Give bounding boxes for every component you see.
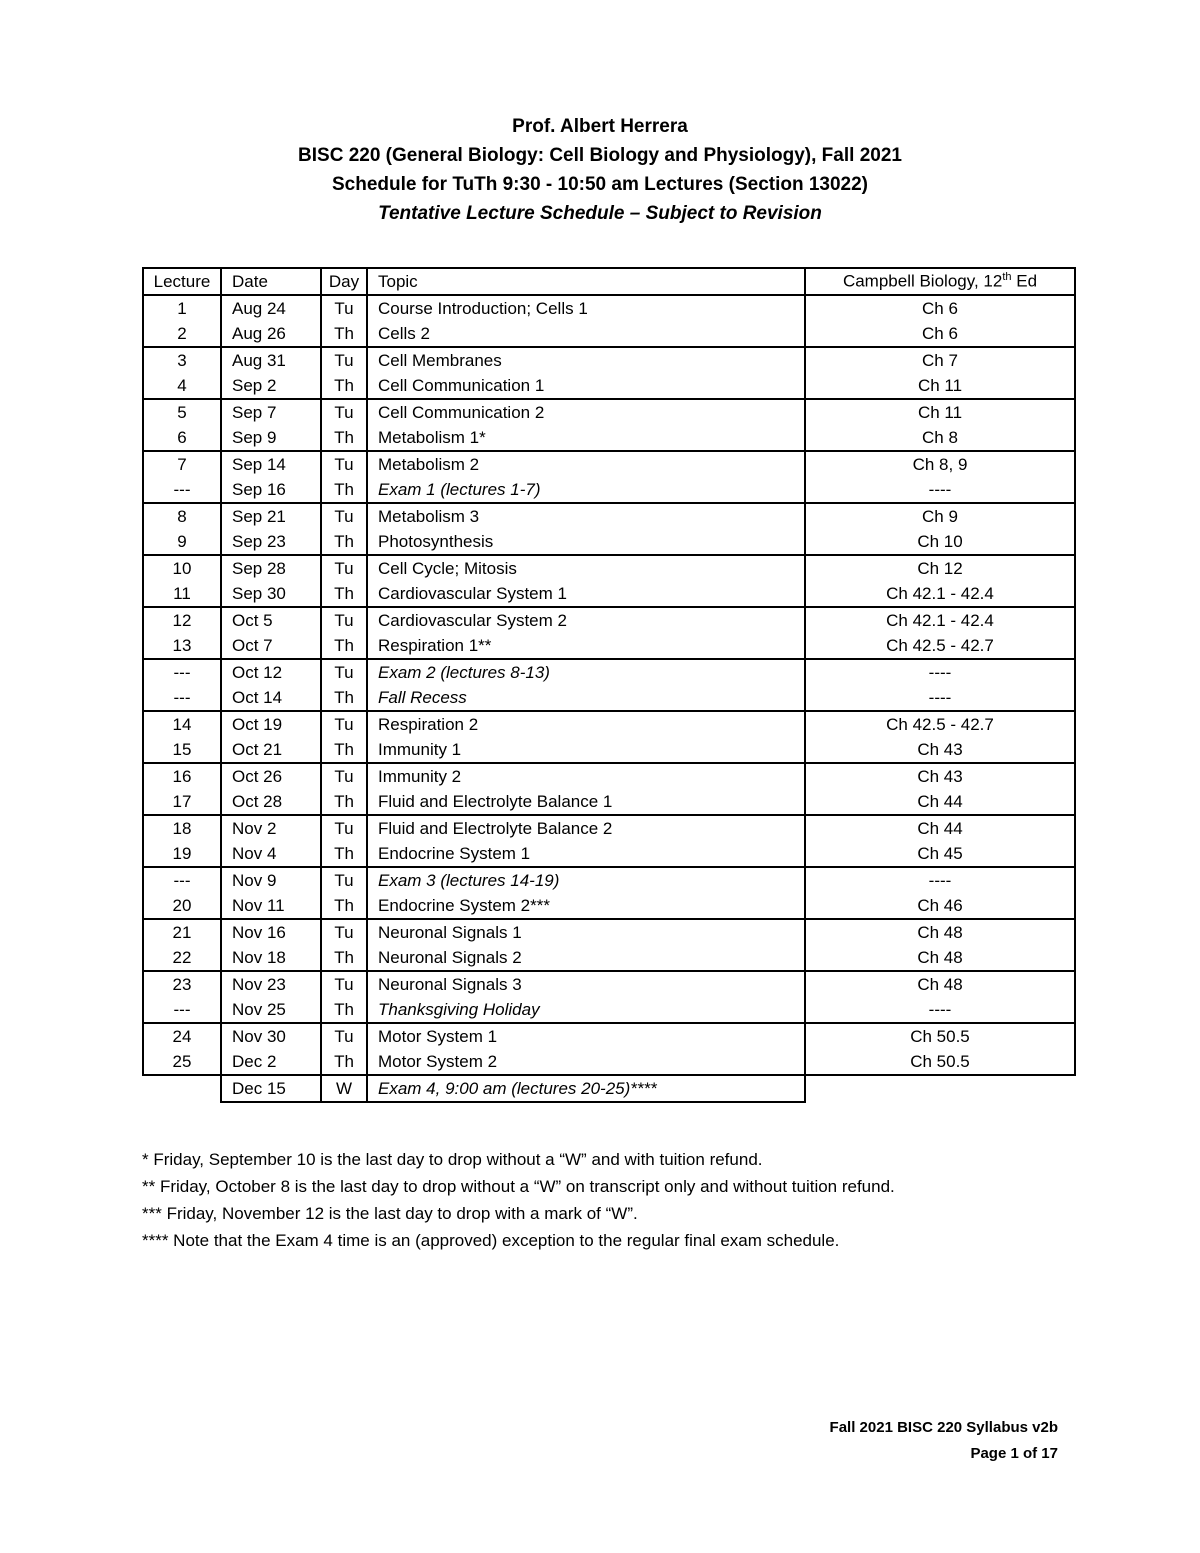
footnote: *** Friday, November 12 is the last day to drop with a mark of “W”.	[142, 1204, 638, 1223]
lecture-day: Tu	[321, 711, 367, 737]
reading-chapters: Ch 42.5 - 42.7	[805, 711, 1075, 737]
reading-chapters: ----	[805, 997, 1075, 1023]
reading-chapters: Ch 12	[805, 555, 1075, 581]
reading-chapters: Ch 50.5	[805, 1049, 1075, 1075]
lecture-day: Tu	[321, 1023, 367, 1049]
lecture-day: Th	[321, 425, 367, 451]
lecture-topic: Cell Communication 1	[367, 373, 805, 399]
table-row	[143, 841, 1075, 867]
reading-chapters: Ch 43	[805, 763, 1075, 789]
lecture-number: 11	[143, 581, 221, 607]
lecture-day: Tu	[321, 555, 367, 581]
lecture-topic: Thanksgiving Holiday	[367, 997, 805, 1023]
table-row	[143, 737, 1075, 763]
reading-chapters: Ch 8, 9	[805, 451, 1075, 477]
lecture-day: Th	[321, 321, 367, 347]
lecture-number: 19	[143, 841, 221, 867]
table-row	[143, 295, 1075, 321]
lecture-date: Nov 30	[221, 1023, 321, 1049]
lecture-topic: Cardiovascular System 1	[367, 581, 805, 607]
lecture-topic: Photosynthesis	[367, 529, 805, 555]
reading-chapters: ----	[805, 867, 1075, 893]
lecture-day: Tu	[321, 607, 367, 633]
lecture-day: Tu	[321, 919, 367, 945]
lecture-date: Oct 12	[221, 659, 321, 685]
table-row	[143, 815, 1075, 841]
table-row	[143, 399, 1075, 425]
lecture-day: W	[321, 1075, 367, 1102]
reading-chapters: Ch 11	[805, 373, 1075, 399]
footnotes	[142, 1146, 895, 1254]
table-row	[143, 997, 1075, 1023]
footnote: ** Friday, October 8 is the last day to drop without a “W” on transcript only and without tuition refund.	[142, 1177, 895, 1196]
lecture-schedule-table	[142, 267, 1076, 1103]
reading-chapters: Ch 6	[805, 295, 1075, 321]
lecture-day: Th	[321, 633, 367, 659]
reading-chapters: Ch 44	[805, 789, 1075, 815]
lecture-date: Oct 5	[221, 607, 321, 633]
lecture-number: ---	[143, 659, 221, 685]
table-row	[143, 373, 1075, 399]
lecture-number: 9	[143, 529, 221, 555]
lecture-topic: Course Introduction; Cells 1	[367, 295, 805, 321]
lecture-topic: Exam 3 (lectures 14-19)	[367, 867, 805, 893]
lecture-number: 7	[143, 451, 221, 477]
lecture-date: Nov 25	[221, 997, 321, 1023]
lecture-date: Nov 23	[221, 971, 321, 997]
table-row	[143, 607, 1075, 633]
lecture-number: 20	[143, 893, 221, 919]
table-row	[143, 945, 1075, 971]
reading-chapters: Ch 11	[805, 399, 1075, 425]
table-header-row	[143, 268, 1075, 295]
lecture-number: ---	[143, 867, 221, 893]
lecture-date: Sep 30	[221, 581, 321, 607]
page-number: Page 1 of 17	[970, 1445, 1058, 1462]
lecture-day: Tu	[321, 347, 367, 373]
reading-chapters: ----	[805, 685, 1075, 711]
lecture-date: Nov 11	[221, 893, 321, 919]
table-row	[143, 971, 1075, 997]
lecture-date: Oct 28	[221, 789, 321, 815]
lecture-day: Tu	[321, 971, 367, 997]
lecture-number: 13	[143, 633, 221, 659]
lecture-number: 24	[143, 1023, 221, 1049]
lecture-day: Tu	[321, 659, 367, 685]
reading-chapters: Ch 10	[805, 529, 1075, 555]
col-header-lecture: Lecture	[143, 268, 221, 295]
lecture-date: Sep 9	[221, 425, 321, 451]
reading-chapters: ----	[805, 659, 1075, 685]
lecture-day: Tu	[321, 503, 367, 529]
lecture-number: 23	[143, 971, 221, 997]
lecture-day: Tu	[321, 763, 367, 789]
lecture-topic: Metabolism 1*	[367, 425, 805, 451]
lecture-date: Nov 16	[221, 919, 321, 945]
lecture-date: Sep 23	[221, 529, 321, 555]
lecture-day: Tu	[321, 867, 367, 893]
empty-cell	[143, 1075, 221, 1102]
footnote: **** Note that the Exam 4 time is an (approved) exception to the regular final exam schedule.	[142, 1231, 840, 1250]
lecture-day: Tu	[321, 815, 367, 841]
lecture-date: Nov 4	[221, 841, 321, 867]
document-header	[0, 112, 1200, 228]
lecture-topic: Neuronal Signals 2	[367, 945, 805, 971]
lecture-day: Th	[321, 1049, 367, 1075]
table-row	[143, 1049, 1075, 1075]
reading-chapters: Ch 6	[805, 321, 1075, 347]
table-row	[143, 685, 1075, 711]
table-row	[143, 633, 1075, 659]
lecture-topic: Motor System 1	[367, 1023, 805, 1049]
lecture-day: Th	[321, 373, 367, 399]
final-exam-row	[143, 1075, 1075, 1102]
lecture-date: Sep 14	[221, 451, 321, 477]
lecture-number: ---	[143, 997, 221, 1023]
empty-cell	[805, 1075, 1075, 1102]
reading-chapters: Ch 42.1 - 42.4	[805, 581, 1075, 607]
lecture-topic: Cell Cycle; Mitosis	[367, 555, 805, 581]
table-row	[143, 555, 1075, 581]
lecture-number: 2	[143, 321, 221, 347]
lecture-date: Nov 18	[221, 945, 321, 971]
footnote: * Friday, September 10 is the last day to drop without a “W” and with tuition refund.	[142, 1150, 763, 1169]
table-row	[143, 893, 1075, 919]
page-footer	[830, 1415, 1058, 1467]
lecture-number: 1	[143, 295, 221, 321]
lecture-date: Aug 24	[221, 295, 321, 321]
table-row	[143, 763, 1075, 789]
lecture-number: 8	[143, 503, 221, 529]
table-row	[143, 425, 1075, 451]
lecture-topic: Cell Communication 2	[367, 399, 805, 425]
table-row	[143, 919, 1075, 945]
col-header-date: Date	[221, 268, 321, 295]
lecture-day: Th	[321, 581, 367, 607]
lecture-number: 6	[143, 425, 221, 451]
lecture-date: Nov 2	[221, 815, 321, 841]
table-row	[143, 659, 1075, 685]
lecture-topic: Neuronal Signals 1	[367, 919, 805, 945]
lecture-day: Th	[321, 997, 367, 1023]
lecture-number: 14	[143, 711, 221, 737]
lecture-number: 15	[143, 737, 221, 763]
lecture-day: Th	[321, 529, 367, 555]
lecture-topic: Exam 4, 9:00 am (lectures 20-25)****	[367, 1075, 805, 1102]
syllabus-version: Fall 2021 BISC 220 Syllabus v2b	[829, 1419, 1058, 1436]
lecture-day: Th	[321, 841, 367, 867]
lecture-date: Sep 7	[221, 399, 321, 425]
reading-chapters: Ch 48	[805, 919, 1075, 945]
reading-chapters: Ch 43	[805, 737, 1075, 763]
reading-chapters: Ch 45	[805, 841, 1075, 867]
lecture-date: Oct 14	[221, 685, 321, 711]
lecture-topic: Cell Membranes	[367, 347, 805, 373]
lecture-day: Tu	[321, 399, 367, 425]
lecture-date: Oct 21	[221, 737, 321, 763]
table-row	[143, 477, 1075, 503]
lecture-date: Aug 31	[221, 347, 321, 373]
reading-chapters: Ch 48	[805, 945, 1075, 971]
schedule-subtitle: Tentative Lecture Schedule – Subject to Revision	[378, 203, 822, 224]
lecture-date: Oct 7	[221, 633, 321, 659]
lecture-topic: Endocrine System 1	[367, 841, 805, 867]
lecture-topic: Neuronal Signals 3	[367, 971, 805, 997]
lecture-number: 17	[143, 789, 221, 815]
lecture-day: Tu	[321, 451, 367, 477]
lecture-topic: Metabolism 3	[367, 503, 805, 529]
lecture-day: Th	[321, 477, 367, 503]
lecture-date: Sep 16	[221, 477, 321, 503]
table-row	[143, 711, 1075, 737]
lecture-topic: Cells 2	[367, 321, 805, 347]
lecture-topic: Immunity 2	[367, 763, 805, 789]
table-row	[143, 503, 1075, 529]
lecture-topic: Motor System 2	[367, 1049, 805, 1075]
lecture-topic: Respiration 1**	[367, 633, 805, 659]
lecture-date: Sep 2	[221, 373, 321, 399]
reading-chapters: Ch 8	[805, 425, 1075, 451]
lecture-number: 3	[143, 347, 221, 373]
lecture-date: Dec 15	[221, 1075, 321, 1102]
col-header-day: Day	[321, 268, 367, 295]
lecture-topic: Cardiovascular System 2	[367, 607, 805, 633]
lecture-number: ---	[143, 477, 221, 503]
lecture-day: Th	[321, 789, 367, 815]
lecture-day: Th	[321, 685, 367, 711]
schedule-body	[143, 295, 1075, 1102]
reading-chapters: ----	[805, 477, 1075, 503]
lecture-date: Sep 28	[221, 555, 321, 581]
reading-chapters: Ch 48	[805, 971, 1075, 997]
course-title: BISC 220 (General Biology: Cell Biology and Physiology), Fall 2021	[298, 145, 902, 166]
schedule-line: Schedule for TuTh 9:30 - 10:50 am Lectures (Section 13022)	[331, 174, 869, 195]
reading-chapters: Ch 7	[805, 347, 1075, 373]
lecture-topic: Exam 1 (lectures 1-7)	[367, 477, 805, 503]
lecture-topic: Fluid and Electrolyte Balance 1	[367, 789, 805, 815]
lecture-date: Oct 19	[221, 711, 321, 737]
lecture-day: Th	[321, 737, 367, 763]
table-row	[143, 451, 1075, 477]
lecture-topic: Endocrine System 2***	[367, 893, 805, 919]
table-row	[143, 1023, 1075, 1049]
reading-chapters: Ch 42.1 - 42.4	[805, 607, 1075, 633]
reading-chapters: Ch 42.5 - 42.7	[805, 633, 1075, 659]
lecture-number: 22	[143, 945, 221, 971]
table-row	[143, 347, 1075, 373]
table-row	[143, 529, 1075, 555]
lecture-number: 5	[143, 399, 221, 425]
lecture-date: Aug 26	[221, 321, 321, 347]
lecture-number: 12	[143, 607, 221, 633]
lecture-topic: Exam 2 (lectures 8-13)	[367, 659, 805, 685]
table-row	[143, 581, 1075, 607]
col-header-topic: Topic	[367, 268, 805, 295]
col-header-textbook: Campbell Biology, 12th Ed	[805, 268, 1075, 295]
lecture-number: 18	[143, 815, 221, 841]
lecture-topic: Respiration 2	[367, 711, 805, 737]
reading-chapters: Ch 9	[805, 503, 1075, 529]
lecture-date: Dec 2	[221, 1049, 321, 1075]
lecture-number: 10	[143, 555, 221, 581]
professor-name: Prof. Albert Herrera	[512, 116, 688, 137]
lecture-day: Th	[321, 893, 367, 919]
lecture-day: Th	[321, 945, 367, 971]
reading-chapters: Ch 46	[805, 893, 1075, 919]
reading-chapters: Ch 50.5	[805, 1023, 1075, 1049]
reading-chapters: Ch 44	[805, 815, 1075, 841]
lecture-number: 21	[143, 919, 221, 945]
lecture-number: 4	[143, 373, 221, 399]
lecture-number: ---	[143, 685, 221, 711]
lecture-topic: Immunity 1	[367, 737, 805, 763]
lecture-topic: Metabolism 2	[367, 451, 805, 477]
lecture-date: Sep 21	[221, 503, 321, 529]
lecture-number: 25	[143, 1049, 221, 1075]
lecture-topic: Fall Recess	[367, 685, 805, 711]
lecture-date: Nov 9	[221, 867, 321, 893]
lecture-date: Oct 26	[221, 763, 321, 789]
table-row	[143, 867, 1075, 893]
table-row	[143, 321, 1075, 347]
lecture-number: 16	[143, 763, 221, 789]
lecture-topic: Fluid and Electrolyte Balance 2	[367, 815, 805, 841]
lecture-day: Tu	[321, 295, 367, 321]
table-row	[143, 789, 1075, 815]
